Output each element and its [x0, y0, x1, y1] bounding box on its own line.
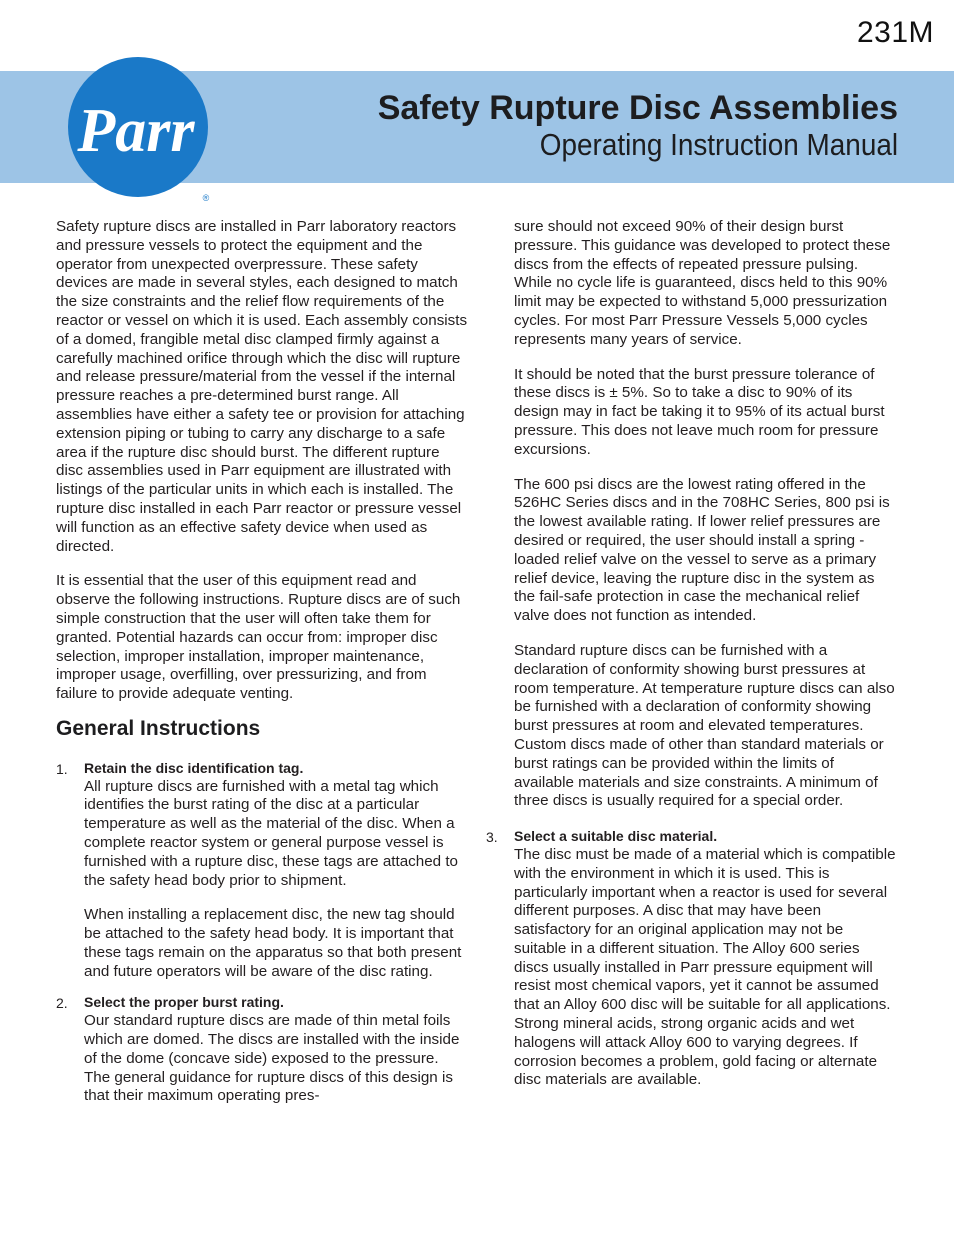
item-paragraph: When installing a replacement disc, the new tag should be attached to the safety head body. It is important that these tags remain on the apparatus so that both present and future operators will be aware of the disc rating.	[84, 906, 462, 980]
left-column	[56, 218, 468, 1118]
registered-mark: ®	[202, 193, 210, 203]
item-paragraph: Our standard rupture discs are made of thin metal foils which are domed. The discs are installed with the inside of the dome (concave side) exposed to the pressure. The general guidance for rupture discs of this design is that their maximum operating pres-	[84, 1012, 460, 1105]
item-heading: Select the proper burst rating.	[84, 994, 284, 1011]
parr-logo	[66, 55, 214, 203]
continued-paragraph: sure should not exceed 90% of their design burst pressure. This guidance was developed to protect these discs from the effects of repeated pressure pulsing. While no cycle life is guaranteed, discs held to this 90% limit may be expected to withstand 5,000 pressurization cycles. For most Parr Pressure Vessels 5,000 cycles represents many years of service.	[514, 218, 891, 348]
item-number: 3.	[486, 829, 498, 846]
intro-paragraph: It is essential that the user of this equipment read and observe the following instructions. Rupture discs are of such simple construction that the user will often take them for granted. Potential hazards can occur from: improper disc selection, improper installation, improper maintenance, improper usage, overfilling, over pressurizing, and from failure to provide adequate venting.	[56, 572, 461, 703]
instruction-item	[56, 759, 468, 982]
item-heading: Retain the disc identification tag.	[84, 759, 304, 776]
continued-paragraph: The 600 psi discs are the lowest rating offered in the 526HC Series discs and in the 708HC Series, 800 psi is the lowest available rating. If lower relief pressures are desired or required, the user should install a spring - loaded relief valve on the vessel to serve as a primary relief device, leaving the rupture disc in the system as the fail-safe protection in case the mechanical relief valve does not function as intended.	[514, 475, 890, 625]
continued-paragraph: Standard rupture discs can be furnished with a declaration of conformity showing burst pressures at room temperature. At temperature rupture discs can also be furnished with a declaration of conformity showing burst pressures at room and elevated temperatures. Custom discs made of other than standard materials or burst ratings can be provided within the limits of available materials and size constraints. A minimum of three discs is usually required for a special order.	[514, 641, 895, 810]
logo-text: Parr	[77, 97, 195, 165]
page-title: Safety Rupture Disc Assemblies	[377, 89, 898, 127]
instruction-item	[486, 827, 898, 1090]
right-column	[486, 218, 898, 1102]
continued-paragraph: It should be noted that the burst pressure tolerance of these discs is ± 5%. So to take a disc to 90% of its design may in fact be taking it to 95% of its actual burst pressure. This does not leave much room for pressure excursions.	[514, 365, 885, 458]
item-number: 2.	[56, 995, 68, 1012]
item-number: 1.	[56, 760, 68, 777]
item-heading: Select a suitable disc material.	[514, 828, 718, 845]
page-subtitle: Operating Instruction Manual	[539, 127, 898, 162]
item-paragraph: The disc must be made of a material which is compatible with the environment in which it is used. This is particularly important when a reactor is used for several different purposes. A disc that may have been satisfactory for an original application may not be suitable in a different situation. The Alloy 600 series discs usually installed in Parr pressure equipment will resist most chemical vapors, yet it cannot be assumed that an Alloy 600 disc will be suitable for all applications. Strong mineral acids, strong organic acids and wet halogens will attack Alloy 600 to varying degrees. If corrosion becomes a problem, gold facing or alternate disc materials are available.	[514, 845, 896, 1089]
section-heading: General Instructions	[56, 716, 261, 740]
document-number: 231M	[856, 16, 934, 49]
instruction-item	[56, 993, 468, 1106]
item-paragraph: All rupture discs are furnished with a metal tag which identifies the burst rating of the disc at a particular temperature as well as the material of the disc. When a complete reactor system or general purpose vessel is furnished with a rupture disc, these tags are attached to the safety head body prior to shipment.	[84, 777, 458, 889]
intro-paragraph: Safety rupture discs are installed in Parr laboratory reactors and pressure vessels to protect the equipment and the operator from unexpected overpressure. These safety devices are made in several styles, each designed to match the size constraints and the relief flow requirements of the reactor or vessel on which it is used. Each assembly consists of a domed, frangible metal disc clamped firmly against a carefully machined orifice through which the disc will rupture and release pressure/material from the vessel if the internal pressure reaches a pre-determined burst range. All assemblies have either a safety tee or provision for attaching extension piping or tubing to carry any discharge to a safe area if the rupture disc should burst. The different rupture disc assemblies used in Parr equipment are illustrated with listings of the particular units in which each is installed. The rupture disc installed in each Parr reactor or pressure vessel will function as an effective safety device when used as directed.	[56, 218, 468, 555]
